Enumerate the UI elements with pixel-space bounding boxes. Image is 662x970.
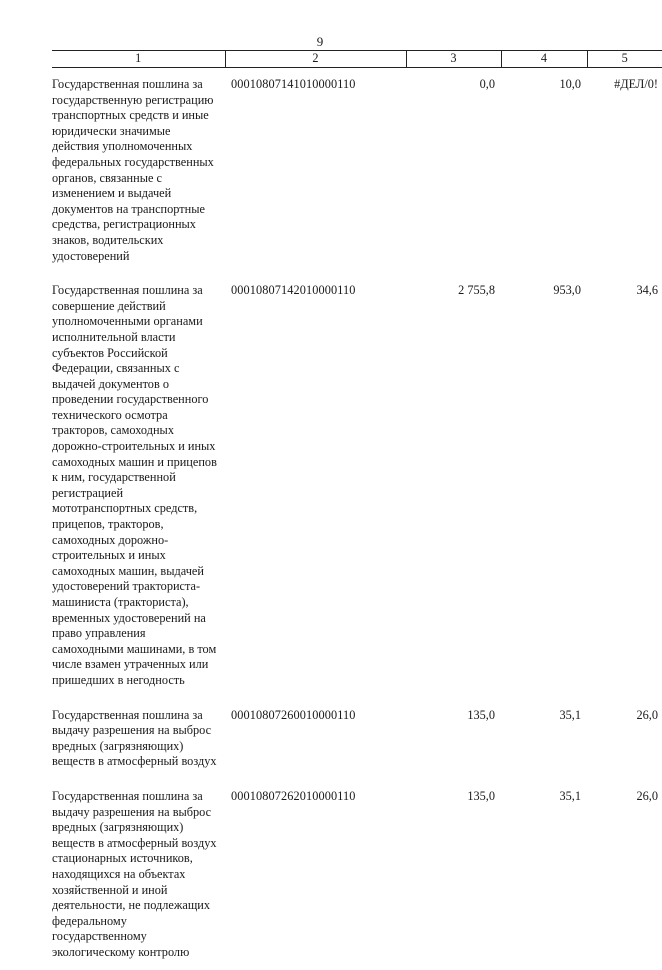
column-header-2: 2	[225, 51, 406, 68]
column-header-1: 1	[52, 51, 225, 68]
table-header-row	[52, 51, 662, 68]
column-header-3: 3	[406, 51, 501, 68]
row-code: 00010807262010000110	[231, 788, 356, 803]
row-value-4: 35,1	[559, 788, 581, 803]
row-value-4: 35,1	[559, 707, 581, 722]
row-value-5: 26,0	[636, 707, 658, 722]
row-value-3: 135,0	[467, 707, 495, 722]
table-row	[52, 780, 662, 970]
row-name: Государственная пошлина за государственную регистрацию транспортных средств и иные юридически значимые действия уполномоченных федеральных государственных органов, связанные с изменением и выдачей документов на транспортные средства, регистрационных знаков, водительских удостоверений	[52, 77, 214, 263]
row-value-3: 135,0	[467, 788, 495, 803]
row-value-3: 0,0	[479, 77, 495, 91]
table-row	[52, 699, 662, 780]
row-value-4: 953,0	[553, 283, 581, 298]
row-value-5: 34,6	[636, 283, 658, 298]
row-name: Государственная пошлина за выдачу разрешения на выброс вредных (загрязняющих) веществ в атмосферный воздух стационарных источников, находящихся на объектах хозяйственной и иной деятельности, не подлежащих федеральному государственному экологическому контролю	[52, 788, 217, 959]
column-header-4: 4	[501, 51, 587, 68]
row-code: 00010807141010000110	[231, 77, 356, 91]
row-name: Государственная пошлина за выдачу разрешения на выброс вредных (загрязняющих) веществ в атмосферный воздух	[52, 707, 217, 769]
column-header-5: 5	[587, 51, 662, 68]
table-row	[52, 274, 662, 698]
table-row	[52, 68, 662, 275]
row-value-5: 26,0	[636, 788, 658, 803]
row-name: Государственная пошлина за совершение действий уполномоченными органами исполнительной власти субъектов Российской Федерации, связанных с выдачей документов о проведении государственного технического осмотра тракторов, самоходных дорожно-строительных и иных самоходных машин и прицепов к ним, государственной регистрацией мототранспортных средств, прицепов, тракторов, самоходных дорожно-строительных и иных самоходных машин, выдачей удостоверений тракториста-машиниста (тракториста), временных удостоверений на право управления самоходными машинами, в том числе взамен утраченных или пришедших в негодность	[52, 283, 217, 687]
row-code: 00010807142010000110	[231, 283, 356, 298]
page-number: 9	[316, 34, 324, 49]
revenue-table	[52, 50, 662, 970]
row-code: 00010807260010000110	[231, 707, 356, 722]
row-value-3: 2 755,8	[458, 283, 495, 298]
row-value-4: 10,0	[559, 77, 581, 91]
row-value-5: #ДЕЛ/0!	[614, 77, 658, 91]
